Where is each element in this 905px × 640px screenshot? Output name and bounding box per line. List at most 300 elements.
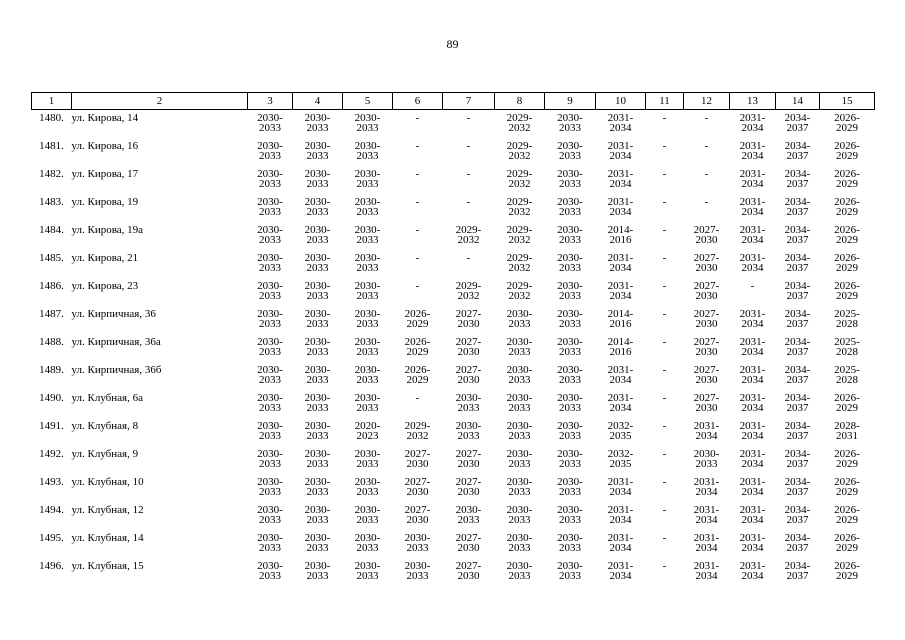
period-cell (596, 281, 646, 309)
period-value: 2030- 2033 (557, 252, 583, 274)
period-value: 2031- 2034 (607, 168, 634, 190)
table-row (32, 477, 875, 505)
period-value: 2034- 2037 (784, 504, 811, 526)
period-cell (443, 281, 495, 309)
address-cell: ул. Кирпичная, 36 (71, 308, 156, 320)
table-row (32, 533, 875, 561)
period-value: 2026- 2029 (834, 560, 860, 582)
period-cell (776, 365, 820, 393)
period-cell (545, 169, 596, 197)
period-cell (596, 393, 646, 421)
period-value: 2026- 2029 (404, 364, 431, 386)
period-value: 2029- 2032 (506, 196, 533, 218)
period-cell (730, 197, 776, 225)
period-value: 2030- 2033 (257, 308, 283, 330)
period-value: 2027- 2030 (455, 364, 482, 386)
period-value: 2030- 2033 (304, 308, 331, 330)
period-value: 2026- 2029 (404, 336, 431, 358)
period-cell (646, 253, 684, 281)
period-value: 2031- 2034 (739, 392, 766, 414)
table-row (32, 141, 875, 169)
period-value: - (466, 196, 471, 208)
period-cell (646, 449, 684, 477)
table-row (32, 505, 875, 533)
column-header: 2 (72, 93, 248, 110)
period-value: 2031- 2034 (693, 504, 720, 526)
period-value: 2030- 2033 (455, 392, 482, 414)
column-header: 12 (684, 93, 730, 110)
row-number: 1496. (39, 560, 64, 572)
period-value: 2031- 2034 (739, 196, 766, 218)
period-value: 2034- 2037 (784, 140, 811, 162)
address-cell: ул. Кирпичная, 36б (71, 364, 162, 376)
period-cell (820, 533, 875, 561)
period-cell (776, 141, 820, 169)
row-number: 1489. (39, 364, 64, 376)
period-cell (646, 393, 684, 421)
period-cell (684, 197, 730, 225)
period-cell (596, 477, 646, 505)
column-header: 6 (393, 93, 443, 110)
period-cell (495, 477, 545, 505)
period-value: 2027- 2030 (455, 476, 482, 498)
period-value: 2034- 2037 (784, 476, 811, 498)
period-cell (730, 225, 776, 253)
period-value: 2031- 2034 (607, 364, 634, 386)
period-value: 2027- 2030 (455, 336, 482, 358)
period-cell (646, 505, 684, 533)
period-cell (393, 533, 443, 561)
period-cell (776, 281, 820, 309)
period-cell (545, 561, 596, 589)
column-header: 15 (820, 93, 875, 110)
period-cell (776, 197, 820, 225)
period-value: - (662, 420, 667, 432)
period-cell (730, 393, 776, 421)
period-cell (343, 477, 393, 505)
period-value: 2027- 2030 (404, 504, 431, 526)
period-value: - (662, 364, 667, 376)
period-cell (248, 169, 293, 197)
period-value: 2030- 2033 (506, 560, 533, 582)
period-cell (646, 141, 684, 169)
period-cell (646, 225, 684, 253)
column-header: 1 (32, 93, 72, 110)
period-cell (248, 421, 293, 449)
period-cell (684, 393, 730, 421)
period-value: 2030- 2033 (354, 280, 381, 302)
period-value: 2026- 2029 (834, 504, 860, 526)
schedule-table (31, 92, 875, 589)
period-value: 2030- 2033 (257, 504, 283, 526)
period-value: 2032- 2035 (607, 448, 634, 470)
period-value: 2030- 2033 (304, 392, 331, 414)
period-cell (293, 197, 343, 225)
period-cell (393, 421, 443, 449)
period-cell (646, 477, 684, 505)
period-cell (495, 393, 545, 421)
period-cell (776, 449, 820, 477)
period-cell (820, 393, 875, 421)
period-value: 2025- 2028 (834, 308, 860, 330)
address-cell: ул. Кирова, 23 (71, 280, 139, 292)
column-header: 14 (776, 93, 820, 110)
period-value: 2031- 2034 (607, 560, 634, 582)
period-cell (443, 141, 495, 169)
period-value: 2030- 2033 (257, 476, 283, 498)
period-value: 2034- 2037 (784, 420, 811, 442)
period-value: 2031- 2034 (739, 168, 766, 190)
period-cell (495, 421, 545, 449)
period-value: 2030- 2033 (354, 448, 381, 470)
period-value: 2030- 2033 (304, 168, 331, 190)
period-cell (730, 477, 776, 505)
period-cell (443, 169, 495, 197)
period-value: 2030- 2033 (506, 308, 533, 330)
period-value: 2030- 2033 (455, 420, 482, 442)
period-value: 2030- 2033 (506, 364, 533, 386)
period-value: 2030- 2033 (354, 504, 381, 526)
period-value: 2034- 2037 (784, 252, 811, 274)
period-value: 2030- 2033 (354, 308, 381, 330)
period-cell (596, 141, 646, 169)
period-value: - (662, 476, 667, 488)
table-row (32, 393, 875, 421)
period-cell (730, 505, 776, 533)
period-value: 2031- 2034 (739, 476, 766, 498)
period-value: 2031- 2034 (607, 504, 634, 526)
period-value: 2031- 2034 (607, 280, 634, 302)
period-cell (495, 281, 545, 309)
row-number: 1482. (39, 168, 64, 180)
period-cell (684, 225, 730, 253)
period-value: 2020- 2023 (354, 420, 381, 442)
period-value: - (415, 224, 420, 236)
table-row (32, 337, 875, 365)
period-cell (730, 141, 776, 169)
period-value: 2014- 2016 (607, 336, 634, 358)
period-cell (293, 365, 343, 393)
period-cell (443, 533, 495, 561)
period-cell (596, 421, 646, 449)
period-cell (393, 337, 443, 365)
column-header: 9 (545, 93, 596, 110)
row-number: 1490. (39, 392, 64, 404)
row-number: 1492. (39, 448, 64, 460)
period-cell (730, 253, 776, 281)
period-value: 2034- 2037 (784, 196, 811, 218)
period-value: 2030- 2033 (557, 112, 583, 134)
period-value: 2030- 2033 (557, 280, 583, 302)
period-value: 2031- 2034 (607, 196, 634, 218)
period-cell (343, 393, 393, 421)
period-value: 2030- 2033 (354, 336, 381, 358)
period-cell (545, 141, 596, 169)
period-value: - (662, 392, 667, 404)
period-cell (393, 253, 443, 281)
period-cell (820, 561, 875, 589)
period-value: 2026- 2029 (834, 448, 860, 470)
address-cell: ул. Клубная, 14 (71, 532, 144, 544)
period-value: 2031- 2034 (607, 476, 634, 498)
period-cell (776, 169, 820, 197)
period-value: 2026- 2029 (834, 224, 860, 246)
period-value: 2026- 2029 (834, 476, 860, 498)
period-value: - (415, 112, 420, 124)
period-value: - (662, 448, 667, 460)
period-value: - (662, 308, 667, 320)
period-cell (684, 141, 730, 169)
period-cell (545, 281, 596, 309)
period-cell (646, 421, 684, 449)
period-cell (443, 309, 495, 337)
period-value: 2030- 2033 (354, 112, 381, 134)
period-cell (776, 110, 820, 142)
period-value: 2030- 2033 (557, 308, 583, 330)
period-cell (393, 110, 443, 142)
period-value: 2030- 2033 (304, 532, 331, 554)
period-value: - (662, 280, 667, 292)
period-value: 2028- 2031 (834, 420, 860, 442)
period-value: 2027- 2030 (455, 532, 482, 554)
period-cell (684, 169, 730, 197)
period-value: - (704, 168, 709, 180)
period-value: 2027- 2030 (693, 280, 720, 302)
address-cell: ул. Кирова, 16 (71, 140, 139, 152)
period-value: - (704, 196, 709, 208)
period-value: - (415, 168, 420, 180)
period-cell (596, 309, 646, 337)
period-cell (495, 225, 545, 253)
row-number: 1481. (39, 140, 64, 152)
period-cell (443, 393, 495, 421)
period-cell (596, 169, 646, 197)
period-cell (248, 281, 293, 309)
period-cell (248, 309, 293, 337)
period-value: 2029- 2032 (506, 112, 533, 134)
period-cell (393, 169, 443, 197)
period-cell (684, 253, 730, 281)
period-value: - (662, 168, 667, 180)
period-cell (248, 393, 293, 421)
period-value: 2029- 2032 (506, 252, 533, 274)
period-value: - (662, 224, 667, 236)
period-cell (545, 253, 596, 281)
period-value: - (466, 140, 471, 152)
period-cell (820, 477, 875, 505)
address-cell: ул. Кирпичная, 36а (71, 336, 161, 348)
period-value: 2026- 2029 (834, 112, 860, 134)
period-cell (596, 365, 646, 393)
period-value: 2034- 2037 (784, 392, 811, 414)
row-number: 1486. (39, 280, 64, 292)
period-value: 2030- 2033 (506, 532, 533, 554)
period-value: 2034- 2037 (784, 224, 811, 246)
period-cell (820, 110, 875, 142)
period-value: 2030- 2033 (354, 196, 381, 218)
period-cell (293, 253, 343, 281)
table-row (32, 110, 875, 142)
period-value: - (415, 252, 420, 264)
period-value: 2031- 2034 (739, 420, 766, 442)
period-cell (730, 561, 776, 589)
period-cell (248, 225, 293, 253)
period-cell (820, 449, 875, 477)
period-cell (293, 533, 343, 561)
period-value: 2027- 2030 (693, 364, 720, 386)
period-cell (443, 561, 495, 589)
period-cell (545, 477, 596, 505)
period-value: 2030- 2033 (557, 504, 583, 526)
period-value: 2030- 2033 (304, 476, 331, 498)
period-cell (545, 110, 596, 142)
period-cell (730, 449, 776, 477)
period-value: 2031- 2034 (607, 140, 634, 162)
address-cell: ул. Кирова, 14 (71, 112, 139, 124)
period-cell (293, 225, 343, 253)
period-value: 2030- 2033 (304, 280, 331, 302)
period-value: 2030- 2033 (257, 140, 283, 162)
period-cell (343, 421, 393, 449)
period-cell (293, 421, 343, 449)
row-number: 1495. (39, 532, 64, 544)
column-header: 7 (443, 93, 495, 110)
address-cell: ул. Кирова, 19а (71, 224, 144, 236)
period-value: - (704, 140, 709, 152)
period-cell (820, 197, 875, 225)
period-cell (545, 197, 596, 225)
period-value: 2030- 2033 (557, 532, 583, 554)
column-header: 8 (495, 93, 545, 110)
period-cell (495, 253, 545, 281)
period-value: 2030- 2033 (257, 252, 283, 274)
period-value: 2030- 2033 (557, 420, 583, 442)
column-header: 13 (730, 93, 776, 110)
period-value: 2014- 2016 (607, 308, 634, 330)
period-cell (443, 110, 495, 142)
period-value: 2027- 2030 (693, 336, 720, 358)
table-body (32, 110, 875, 590)
period-value: 2030- 2033 (506, 448, 533, 470)
period-value: 2026- 2029 (834, 168, 860, 190)
period-value: 2034- 2037 (784, 448, 811, 470)
period-cell (248, 337, 293, 365)
period-value: 2030- 2033 (257, 112, 283, 134)
period-value: 2030- 2033 (506, 336, 533, 358)
period-value: 2030- 2033 (257, 196, 283, 218)
period-cell (248, 253, 293, 281)
period-cell (248, 197, 293, 225)
period-value: - (415, 280, 420, 292)
period-value: 2030- 2033 (557, 224, 583, 246)
period-cell (443, 477, 495, 505)
period-cell (343, 505, 393, 533)
address-cell: ул. Клубная, 10 (71, 476, 144, 488)
period-cell (545, 449, 596, 477)
period-cell (495, 505, 545, 533)
period-value: 2026- 2029 (834, 532, 860, 554)
table-row (32, 421, 875, 449)
period-value: 2029- 2032 (455, 224, 482, 246)
period-value: 2030- 2033 (404, 560, 431, 582)
period-value: 2030- 2033 (557, 448, 583, 470)
period-value: 2030- 2033 (304, 252, 331, 274)
period-value: - (662, 252, 667, 264)
period-cell (776, 561, 820, 589)
period-value: 2030- 2033 (557, 168, 583, 190)
period-value: 2029- 2032 (506, 140, 533, 162)
header-row (32, 93, 875, 110)
row-number: 1485. (39, 252, 64, 264)
period-value: 2031- 2034 (739, 504, 766, 526)
period-cell (248, 561, 293, 589)
period-cell (776, 393, 820, 421)
period-value: 2031- 2034 (607, 532, 634, 554)
period-cell (545, 505, 596, 533)
period-cell (730, 169, 776, 197)
address-cell: ул. Клубная, 8 (71, 420, 139, 432)
period-cell (684, 309, 730, 337)
period-value: 2030- 2033 (354, 560, 381, 582)
period-cell (495, 169, 545, 197)
address-cell: ул. Кирова, 21 (71, 252, 139, 264)
period-cell (684, 561, 730, 589)
table-row (32, 309, 875, 337)
period-cell (293, 169, 343, 197)
period-cell (393, 197, 443, 225)
period-cell (596, 505, 646, 533)
period-cell (596, 197, 646, 225)
period-value: 2030- 2033 (557, 140, 583, 162)
period-cell (596, 533, 646, 561)
period-cell (293, 309, 343, 337)
period-cell (820, 337, 875, 365)
period-cell (684, 365, 730, 393)
period-cell (343, 141, 393, 169)
period-value: 2030- 2033 (304, 140, 331, 162)
period-cell (495, 533, 545, 561)
period-cell (545, 533, 596, 561)
period-value: 2030- 2033 (304, 224, 331, 246)
period-cell (393, 561, 443, 589)
period-value: 2030- 2033 (557, 336, 583, 358)
period-cell (776, 309, 820, 337)
period-value: 2027- 2030 (693, 252, 720, 274)
table-row (32, 225, 875, 253)
period-cell (684, 281, 730, 309)
period-value: 2034- 2037 (784, 280, 811, 302)
period-cell (495, 365, 545, 393)
period-value: - (662, 140, 667, 152)
address-cell: ул. Кирова, 17 (71, 168, 139, 180)
period-value: 2031- 2034 (739, 336, 766, 358)
address-cell: ул. Клубная, 9 (71, 448, 139, 460)
period-value: 2034- 2037 (784, 336, 811, 358)
period-value: 2031- 2034 (739, 140, 766, 162)
period-value: - (415, 196, 420, 208)
period-value: 2025- 2028 (834, 336, 860, 358)
period-cell (393, 393, 443, 421)
period-value: 2030- 2033 (304, 336, 331, 358)
period-value: 2030- 2033 (304, 560, 331, 582)
period-cell (776, 225, 820, 253)
period-cell (495, 449, 545, 477)
period-value: - (662, 196, 667, 208)
period-cell (545, 421, 596, 449)
period-cell (646, 533, 684, 561)
period-value: - (704, 112, 709, 124)
column-header: 4 (293, 93, 343, 110)
